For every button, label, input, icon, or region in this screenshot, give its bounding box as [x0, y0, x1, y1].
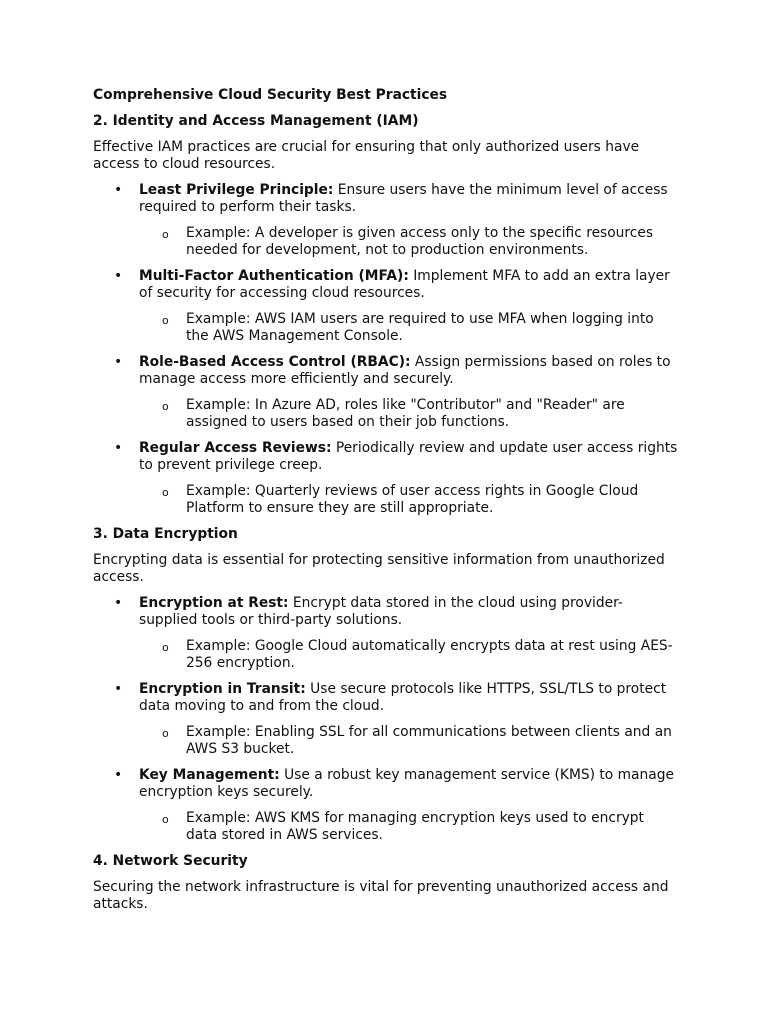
item-text — [139, 767, 674, 800]
item-text — [139, 440, 677, 473]
sub-list-item — [93, 483, 678, 517]
item-term: Regular Access Reviews: — [139, 440, 332, 456]
example-text: Example: A developer is given access only to the specific resources needed for development, not to production environments. — [186, 225, 654, 258]
item-description: Use a robust key management service (KMS) to manage encryption keys securely. — [139, 767, 674, 800]
example-text: Example: AWS KMS for managing encryption keys used to encrypt data stored in AWS services. — [186, 810, 644, 843]
bullet-icon: • — [114, 354, 123, 370]
sub-list-item — [93, 311, 678, 345]
item-term: Multi-Factor Authentication (MFA): — [139, 268, 409, 284]
item-text — [139, 268, 670, 301]
list-item — [93, 681, 678, 758]
item-term: Encryption in Transit: — [139, 681, 306, 697]
example-text: Example: Google Cloud automatically encrypts data at rest using AES-256 encryption. — [186, 638, 673, 671]
example-text: Example: In Azure AD, roles like "Contributor" and "Reader" are assigned to users based on their job functions. — [186, 397, 625, 430]
bullet-icon: • — [114, 595, 123, 611]
item-description: Periodically review and update user access rights to prevent privilege creep. — [139, 440, 678, 473]
item-description: Encrypt data stored in the cloud using provider-supplied tools or third-party solutions. — [139, 595, 623, 628]
list-item — [93, 182, 678, 259]
list-item — [93, 354, 678, 431]
bullet-icon: • — [114, 440, 123, 456]
item-description: Ensure users have the minimum level of access required to perform their tasks. — [139, 182, 668, 215]
sub-list-item — [93, 638, 678, 672]
list-item — [93, 595, 678, 672]
item-description: Use secure protocols like HTTPS, SSL/TLS to protect data moving to and from the cloud. — [139, 681, 667, 714]
sub-bullet-icon: o — [162, 314, 169, 327]
item-term: Key Management: — [139, 767, 280, 783]
example-text: Example: AWS IAM users are required to use MFA when logging into the AWS Management Console. — [186, 311, 654, 344]
section-intro-encryption: Encrypting data is essential for protecting sensitive information from unauthorized access. — [93, 552, 665, 585]
bullet-icon: • — [114, 182, 123, 198]
list-item — [93, 268, 678, 345]
document-body — [93, 87, 678, 922]
sub-bullet-icon: o — [162, 486, 169, 499]
sub-list-item — [93, 724, 678, 758]
sub-bullet-icon: o — [162, 400, 169, 413]
item-description: Assign permissions based on roles to manage access more efficiently and securely. — [139, 354, 671, 387]
sub-bullet-icon: o — [162, 641, 169, 654]
section-intro-iam: Effective IAM practices are crucial for ensuring that only authorized users have access to cloud resources. — [93, 139, 640, 172]
sub-list-item — [93, 225, 678, 259]
item-text — [139, 681, 666, 714]
sub-list-item — [93, 810, 678, 844]
list-item — [93, 440, 678, 517]
sub-bullet-icon: o — [162, 228, 169, 241]
example-text: Example: Enabling SSL for all communications between clients and an AWS S3 bucket. — [186, 724, 672, 757]
section-heading-network: 4. Network Security — [93, 853, 248, 869]
item-text — [139, 595, 623, 628]
list-item — [93, 767, 678, 844]
sub-bullet-icon: o — [162, 727, 169, 740]
sub-list-item — [93, 397, 678, 431]
bullet-list-encryption — [93, 595, 678, 844]
example-text: Example: Quarterly reviews of user access rights in Google Cloud Platform to ensure they are still appropriate. — [186, 483, 639, 516]
bullet-list-iam — [93, 182, 678, 517]
item-term: Least Privilege Principle: — [139, 182, 334, 198]
item-term: Role-Based Access Control (RBAC): — [139, 354, 411, 370]
bullet-icon: • — [114, 767, 123, 783]
item-text — [139, 354, 671, 387]
item-description: Implement MFA to add an extra layer of security for accessing cloud resources. — [139, 268, 670, 301]
item-text — [139, 182, 668, 215]
section-heading-iam: 2. Identity and Access Management (IAM) — [93, 113, 419, 129]
sub-bullet-icon: o — [162, 813, 169, 826]
bullet-icon: • — [114, 268, 123, 284]
item-term: Encryption at Rest: — [139, 595, 289, 611]
bullet-icon: • — [114, 681, 123, 697]
section-heading-encryption: 3. Data Encryption — [93, 526, 238, 542]
section-intro-network: Securing the network infrastructure is vital for preventing unauthorized access and attacks. — [93, 879, 669, 912]
document-title: Comprehensive Cloud Security Best Practices — [93, 87, 448, 103]
